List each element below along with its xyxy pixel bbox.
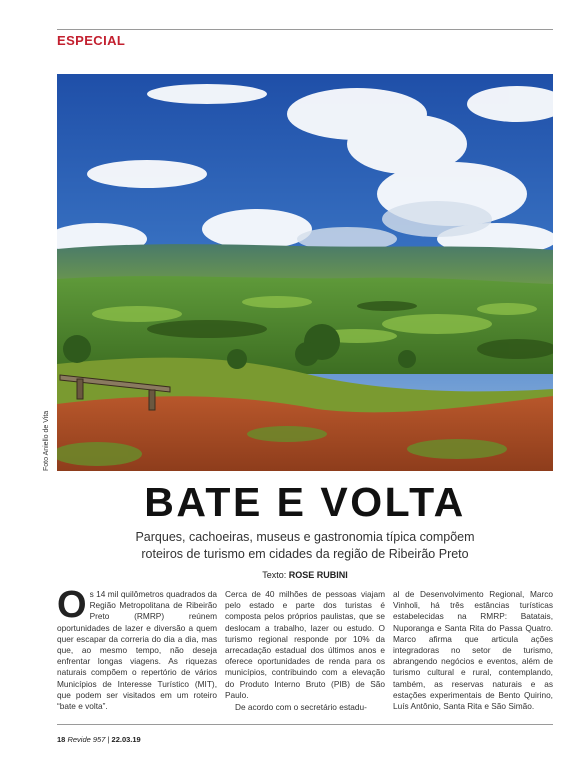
article-column-1 (57, 584, 217, 712)
magazine-name: Revide 957 (67, 735, 106, 744)
byline (222, 570, 388, 580)
byline-label: Texto: (262, 570, 287, 580)
paragraph: al de Desenvolvimento Regional, Marco Vinholi, há três estâncias turísticas estabelecidas na RMRP: Batatais, Nuporanga e Santa Rita do Passa Quatro. Marco afirma que articula ações integradoras no setor de turismo, abrangendo negócios e eventos, além de turismo cultural e rural, contemplando, também, as reservas naturais e as estações experimentais de Bento Quirino, Luís Antônio, Santa Rita e São Simão. (393, 589, 553, 712)
paragraph: De acordo com o secretário estadu- (235, 702, 367, 713)
landscape-photo (57, 74, 553, 471)
paragraph: Cerca de 40 milhões de pessoas viajam pelo estado e parte dos turistas é composta pelos próprios paulistas, que se deslocam a trabalho, lazer ou estudo. O turismo regional responde por 10% da arrecadação estadual dos últimos anos e oferece oportunidades de renda para os municípios, contribuindo com a elevação do Produto Interno Bruto (PIB) de São Paulo. (225, 589, 385, 700)
headline: BATE E VOLTA (144, 479, 466, 525)
drop-cap: O (57, 584, 87, 626)
page-footer (57, 735, 141, 744)
paragraph: s 14 mil quilômetros quadrados da Região Metropolitana de Ribeirão Preto (RMRP) reúnem oportunidades de lazer e diversão a quem quer escapar da correria do dia a dia, mas que, ao mesmo tempo, não deseja enfrentar longas viagens. As riquezas naturais compõem o repertório de vários Municípios de Interesse Turístico (MIT), que podem ser visitados em um roteiro “bate e volta”. (57, 589, 217, 712)
top-rule (57, 29, 553, 30)
subtitle (80, 529, 530, 563)
subtitle-line: Parques, cachoeiras, museus e gastronomia típica compõem (135, 530, 475, 544)
bottom-rule (57, 724, 553, 725)
section-label: ESPECIAL (57, 33, 126, 48)
byline-author: ROSE RUBINI (288, 570, 348, 580)
subtitle-line: roteiros de turismo em cidades da região de Ribeirão Preto (141, 547, 469, 561)
article-column-3 (393, 589, 553, 712)
photo-credit: Foto Aniello de Vita (43, 410, 50, 471)
article-column-2 (225, 589, 385, 713)
issue-date: 22.03.19 (111, 735, 141, 744)
footer-separator: | (107, 735, 110, 744)
page-number: 18 (57, 735, 66, 744)
